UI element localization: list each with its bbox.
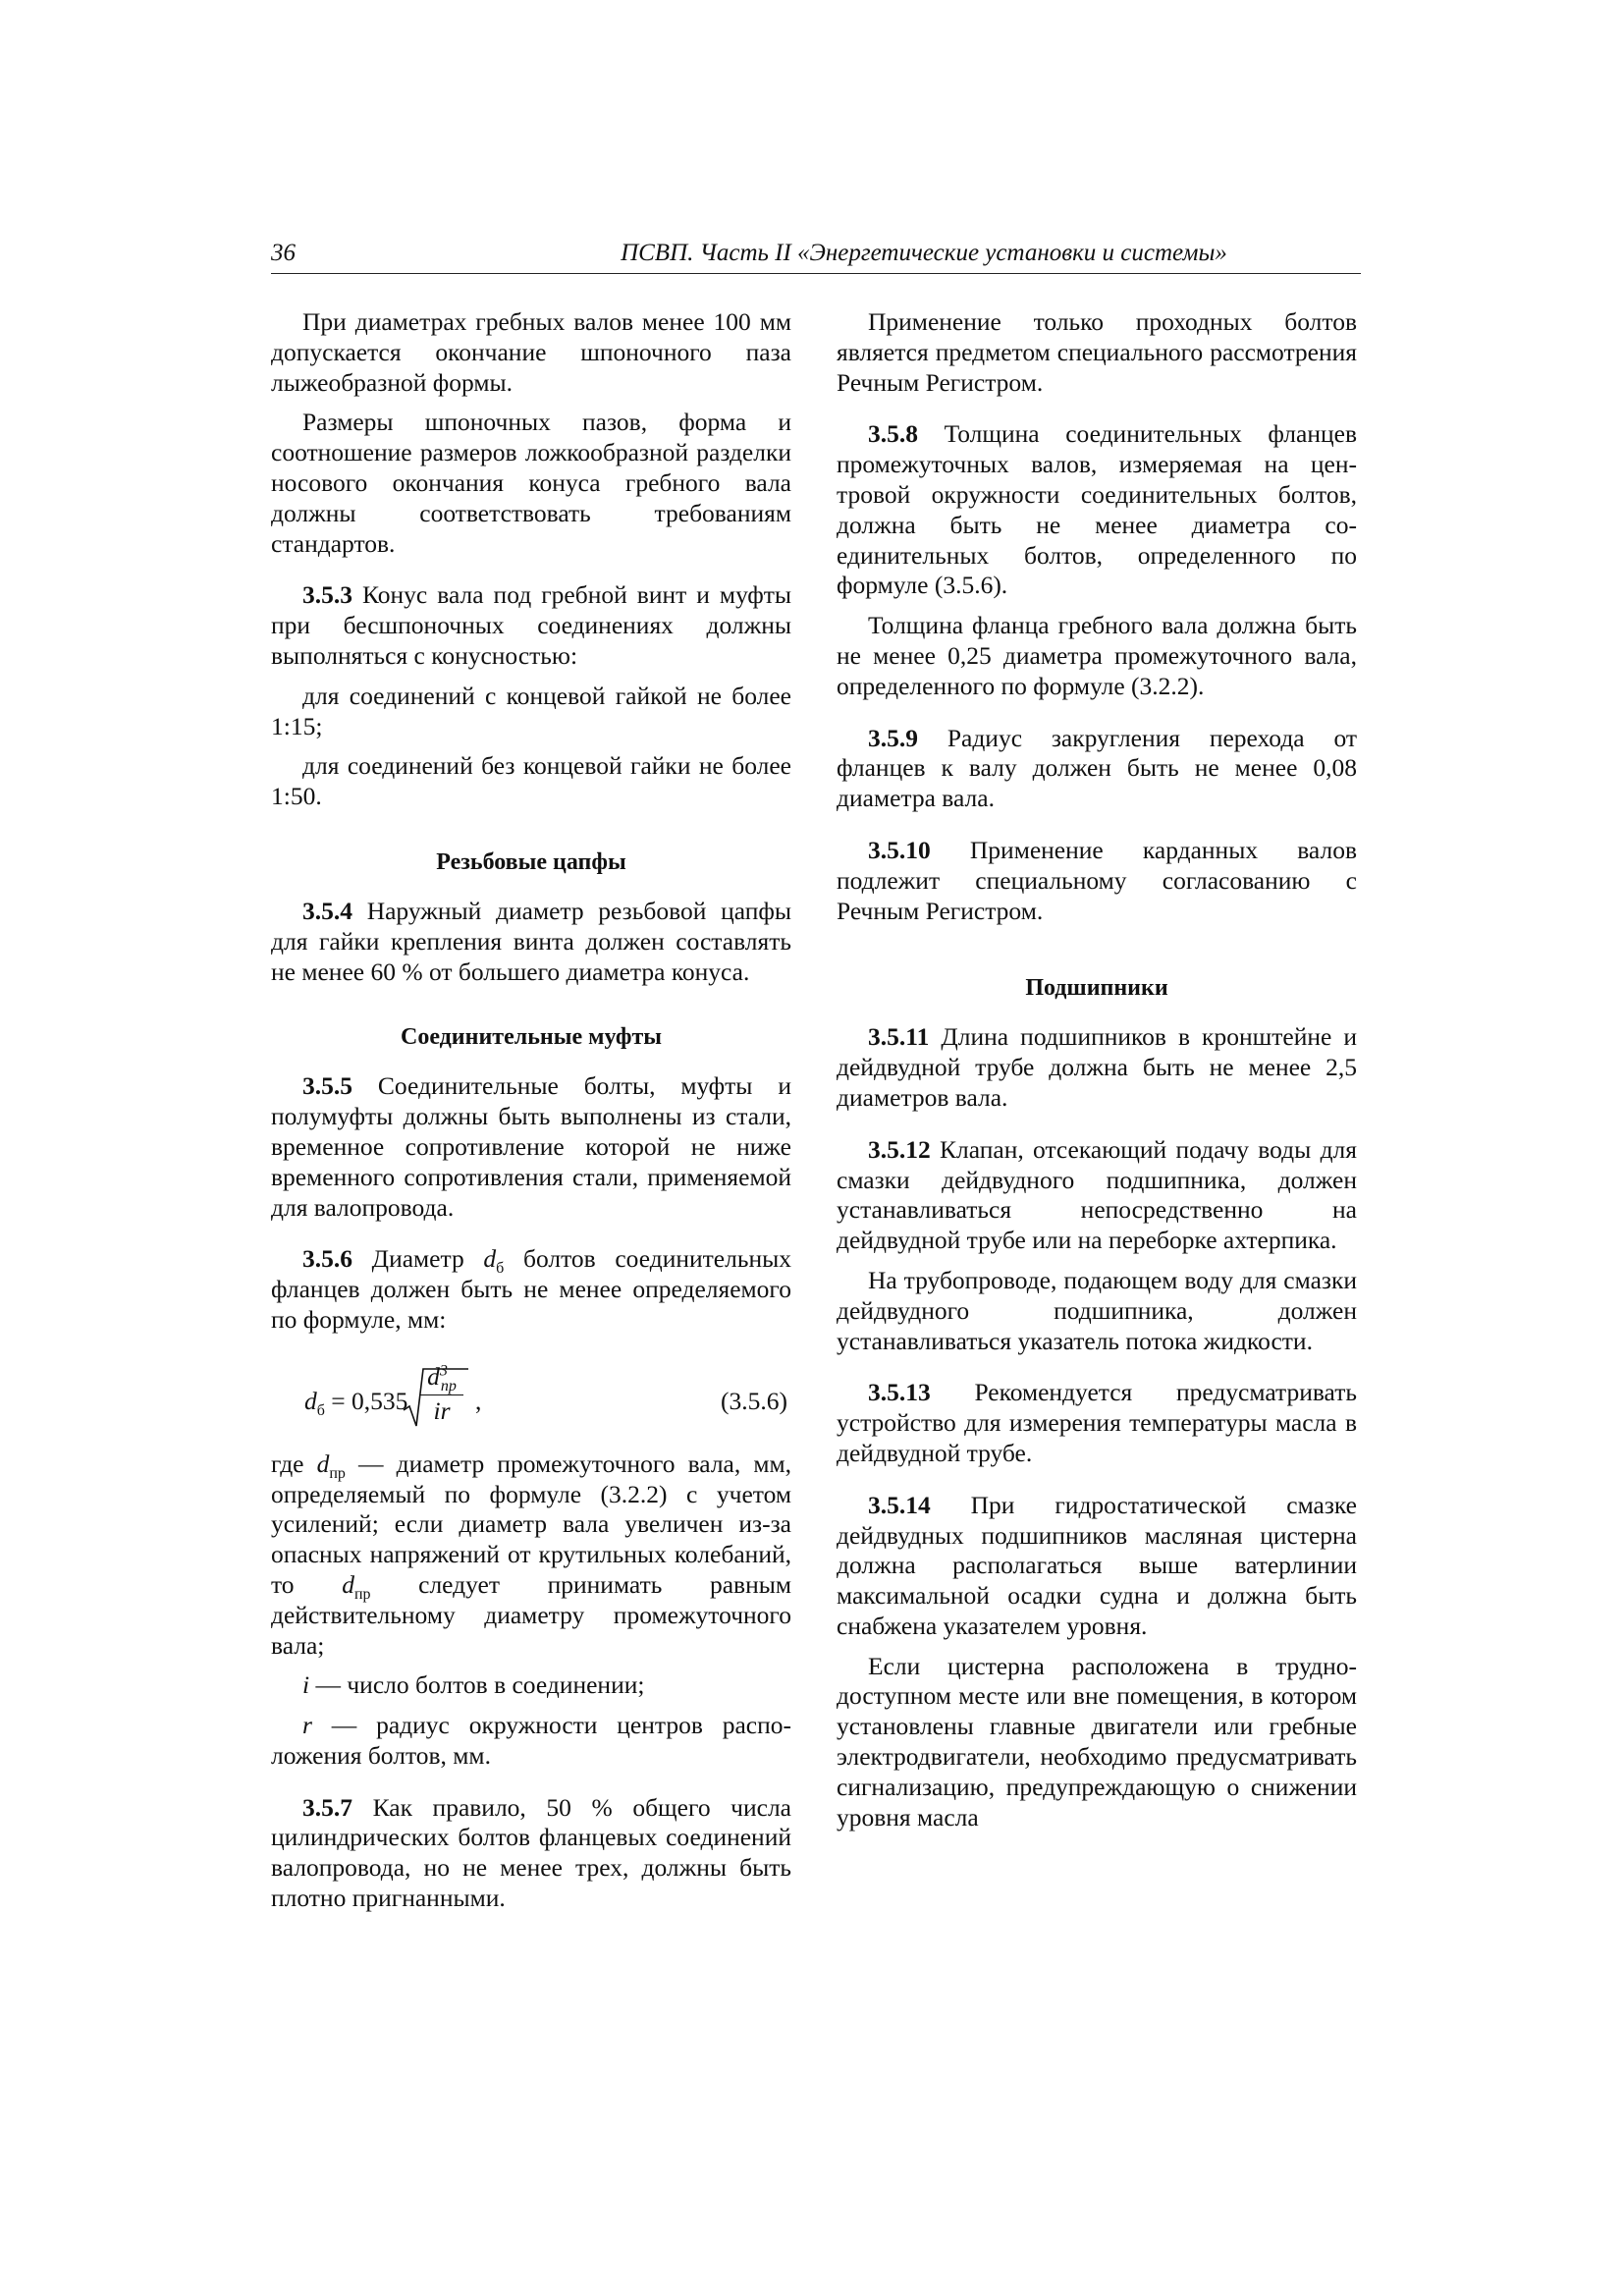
- section-3-5-8: 3.5.8 Толщина соединительных фланцев промежуточных валов, измеряемая на центровой окружности соединительных болтов, должна быть не менее диаметра соединительных болтов, определенного по формуле (3.5.6).: [837, 419, 1357, 600]
- section-3-5-7: 3.5.7 Как правило, 50 % общего числа цилиндрических болтов фланцевых соединений валопровода, но не менее трех, должны быть плотно пригнанными.: [271, 1792, 791, 1913]
- section-3-5-14: 3.5.14 При гидростатической смазке дейдвудных подшипников масляная цистерна должна располагаться выше ватерлинии максимальной осадки судна и должна быть снабжена указателем уровня.: [837, 1490, 1357, 1640]
- formula-3-5-6: $d_б = 0,535$ $d^3_{пр}$ ir , (3.5.6): [271, 1357, 791, 1444]
- section-3-5-13: 3.5.13 Рекомендуется предусматривать устройство для измерения температуры масла в дейдвудной трубе.: [837, 1378, 1357, 1467]
- section-3-5-6: 3.5.6 Диаметр $d_б$ болтов соединительных фланцев должен быть не менее определяемого по формуле, мм:: [271, 1244, 791, 1334]
- section-3-5-12: 3.5.12 Клапан, отсекающий подачу воды для смазки дейдвудного подшипника, должен устанавливаться непосредственно на дейдвудной трубе или на переборке ахтерпика.: [837, 1134, 1357, 1255]
- left-column: [271, 307, 791, 1914]
- section-3-5-4: 3.5.4 Наружный диаметр резьбовой цапфы для гайки крепления винта должен составлять не менее 60 % от большего диаметра конуса.: [271, 896, 791, 986]
- section-number: 3.5.7: [302, 1792, 352, 1822]
- paragraph: Размеры шпоночных пазов, форма и соотношение размеров ложкообразной разделки носового окончания конуса гребного вала должны соответствовать требованиям стандартов.: [271, 408, 791, 558]
- fraction-denominator: ir: [433, 1395, 451, 1425]
- section-number: 3.5.3: [302, 580, 352, 610]
- formula-fraction: [420, 1361, 463, 1427]
- section-3-5-5: 3.5.5 Соединительные болты, муфты и полумуфты должны быть выполнены из стали, временное сопротивление которой не ниже временного сопротивления стали, применяемой для валопровода.: [271, 1071, 791, 1222]
- section-number: 3.5.6: [302, 1244, 352, 1274]
- definition-r: r — радиус окружности центров расположения болтов, мм.: [271, 1711, 791, 1770]
- paragraph: При диаметрах гребных валов менее 100 мм допускается окончание шпоночного паза лыжеобразной формы.: [271, 307, 791, 397]
- paragraph: Если цистерна расположена в труднодоступном месте или вне помещения, в котором установлены главные двигатели или гребные электродвигатели, необходимо предусматривать сигнализацию, предупреждающую о снижении уровня масла: [837, 1651, 1357, 1831]
- section-number: 3.5.12: [868, 1134, 931, 1164]
- section-3-5-3: 3.5.3 Конус вала под гребной винт и муфты при бесшпоночных соединениях должны выполняться с конусностью:: [271, 580, 791, 670]
- page-number: 36: [271, 240, 296, 266]
- running-header: [271, 236, 1361, 274]
- formula-lhs: $d_б = 0,535$: [304, 1386, 408, 1419]
- paragraph: для соединений с концевой гайкой не более 1:15;: [271, 681, 791, 740]
- section-number: 3.5.4: [302, 896, 352, 925]
- section-number: 3.5.8: [868, 419, 918, 449]
- subheading-bearings: Подшипники: [1025, 975, 1168, 1002]
- running-title: ПСВП. Часть II «Энергетические установки и системы»: [621, 240, 1227, 266]
- fraction-numerator: $d^3_{пр}$: [420, 1361, 463, 1395]
- where-clause: где $d_{пр}$ — диаметр промежуточного вала, мм, определяемый по формуле (3.2.2) с учетом усилений; если диаметр вала увеличен из-за опасных напряжений от крутильных колебаний, то $d_{пр}$ следует принимать равным действительному диаметру промежуточного вала;: [271, 1449, 792, 1660]
- section-number: 3.5.10: [868, 835, 931, 864]
- paragraph: Применение только проходных болтов является предметом специального рассмотрения Речным Регистром.: [837, 307, 1357, 397]
- section-3-5-10: 3.5.10 Применение карданных валов подлежит специальному согласованию с Речным Регистром.: [837, 835, 1357, 925]
- subheading-couplings: Соединительные муфты: [401, 1024, 662, 1051]
- equation-number: (3.5.6): [721, 1386, 787, 1415]
- paragraph: На трубопроводе, подающем воду для смазки дейдвудного подшипника, должен устанавливаться указатель потока жидкости.: [837, 1265, 1357, 1355]
- section-number: 3.5.14: [868, 1490, 931, 1519]
- section-number: 3.5.13: [868, 1378, 931, 1407]
- subheading-threads: Резьбовые цапфы: [436, 848, 626, 875]
- paragraph: для соединений без концевой гайки не более 1:50.: [271, 751, 791, 811]
- section-number: 3.5.5: [302, 1071, 352, 1101]
- definition-i: i — число болтов в соединении;: [302, 1670, 645, 1700]
- section-3-5-9: 3.5.9 Радиус закругления перехода от фланцев к валу должен быть не менее 0,08 диаметра вала.: [837, 723, 1357, 813]
- paragraph: Толщина фланца гребного вала должна быть не менее 0,25 диаметра промежуточного вала, определенного по формуле (3.2.2).: [837, 611, 1357, 700]
- section-number: 3.5.11: [868, 1022, 930, 1052]
- section-3-5-11: 3.5.11 Длина подшипников в кронштейне и дейдвудной трубе должна быть не менее 2,5 диаметров вала.: [837, 1022, 1357, 1112]
- right-column: [837, 307, 1357, 1832]
- section-number: 3.5.9: [868, 723, 918, 752]
